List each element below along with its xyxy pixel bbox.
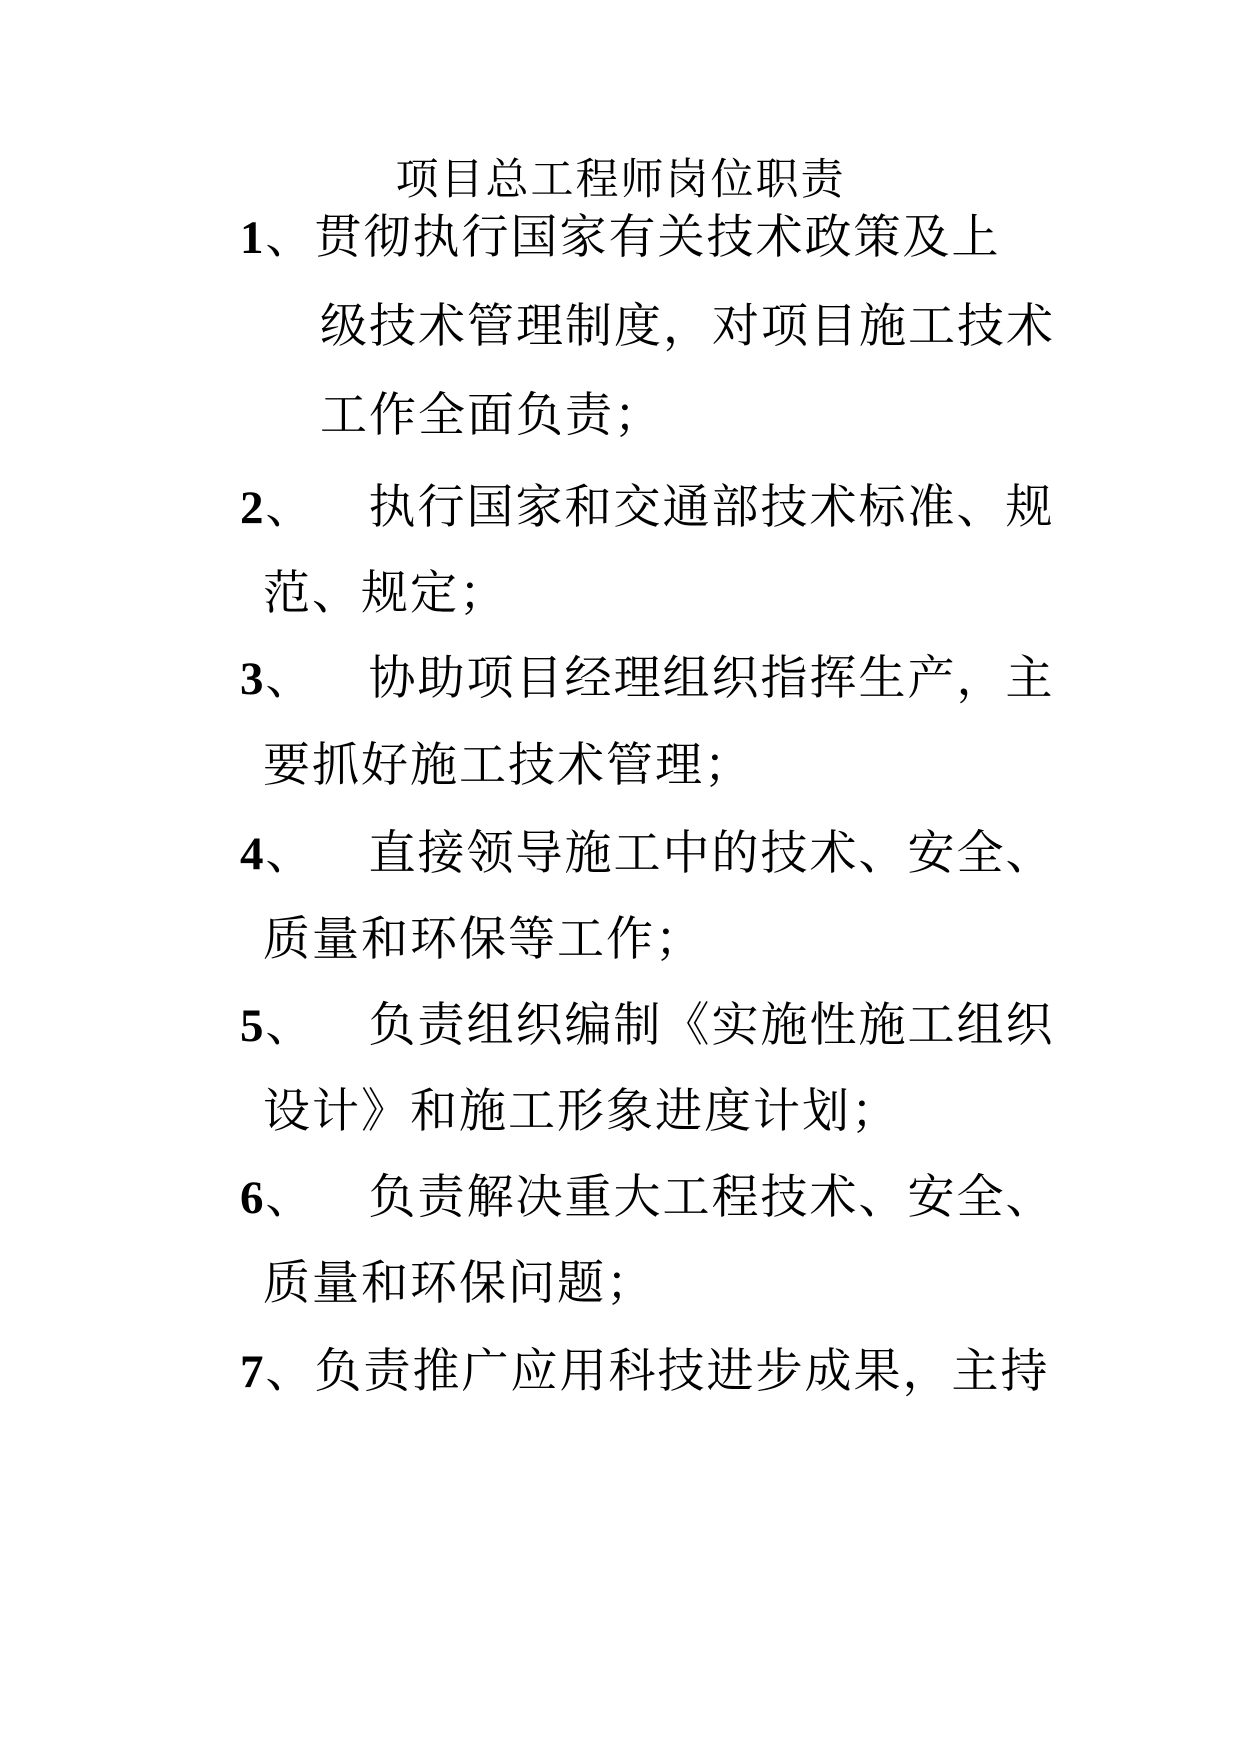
item-continuation: 级技术管理制度，对项目施工技术 — [320, 299, 1055, 354]
list-item — [240, 206, 1001, 270]
item-text: 直接领导施工中的技术、安全、 — [368, 826, 1055, 881]
item-number: 3 — [240, 653, 266, 705]
item-number: 7 — [240, 1346, 266, 1398]
item-continuation: 要抓好施工技术管理； — [263, 738, 753, 793]
list-item — [240, 647, 1055, 711]
item-continuation: 范、规定； — [263, 566, 508, 621]
item-number: 1 — [240, 212, 266, 264]
item-continuation: 质量和环保问题； — [263, 1256, 655, 1311]
item-continuation: 工作全面负责； — [320, 388, 663, 443]
item-continuation: 质量和环保等工作； — [263, 912, 704, 967]
item-separator: 、 — [265, 480, 315, 535]
item-number: 6 — [240, 1172, 266, 1224]
item-separator: 、 — [265, 998, 315, 1053]
item-number: 2 — [240, 482, 266, 534]
item-separator: 、 — [265, 1344, 315, 1399]
list-item — [240, 476, 1055, 540]
item-number: 5 — [240, 1000, 266, 1052]
list-item — [240, 1166, 1055, 1230]
page-title: 项目总工程师岗位职责 — [395, 155, 846, 205]
item-text: 协助项目经理组织指挥生产，主 — [368, 651, 1055, 706]
item-continuation: 设计》和施工形象进度计划； — [263, 1084, 900, 1139]
item-separator: 、 — [265, 826, 315, 881]
item-separator: 、 — [265, 651, 315, 706]
item-separator: 、 — [265, 1170, 315, 1225]
item-number: 4 — [240, 828, 266, 880]
item-separator: 、 — [265, 210, 315, 265]
item-text: 负责组织编制《实施性施工组织 — [368, 998, 1055, 1053]
item-text: 负责解决重大工程技术、安全、 — [368, 1170, 1055, 1225]
list-item — [240, 822, 1055, 886]
list-item — [240, 994, 1055, 1058]
item-text: 贯彻执行国家有关技术政策及上 — [314, 210, 1001, 265]
item-text: 负责推广应用科技进步成果，主持 — [314, 1344, 1050, 1399]
item-text: 执行国家和交通部技术标准、规 — [368, 480, 1055, 535]
list-item — [240, 1340, 1050, 1404]
